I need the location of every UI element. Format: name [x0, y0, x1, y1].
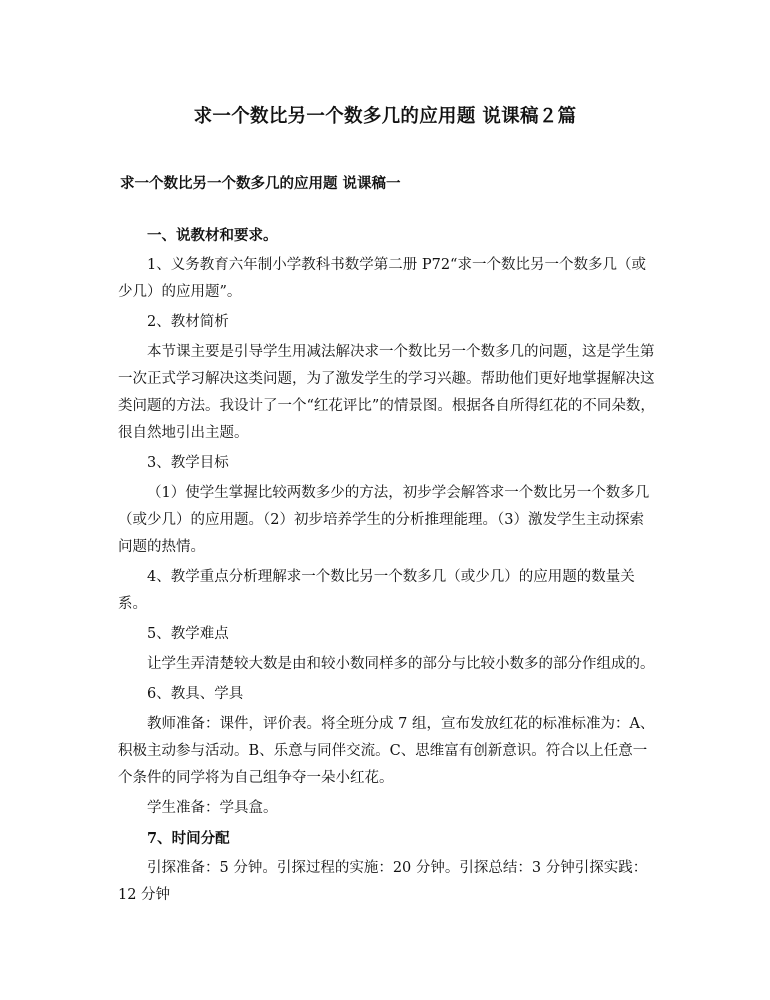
- item-time-heading: 7、时间分配: [147, 830, 230, 847]
- item-difficulty-heading: 5、教学难点: [147, 626, 229, 642]
- paragraph-difficulty: 让学生弄清楚较大数是由和较小数同样多的部分与比较小数多的部分作组成的。: [147, 656, 655, 672]
- item-textbook: 1、义务教育六年制小学教科书数学第二册 P72“求一个数比另一个数多几（或少几）的应用题”。: [118, 257, 646, 300]
- heading-teaching-material: 一、说教材和要求。: [147, 227, 278, 244]
- paragraph-student-prep: 学生准备：学具盒。: [147, 800, 278, 816]
- document-body: [118, 222, 658, 909]
- item-objectives-heading: 3、教学目标: [147, 455, 229, 471]
- paragraph-time: 引探准备：5 分钟。引探过程的实施：20 分钟。引探总结：3 分钟引探实践：12 分钟: [118, 860, 648, 903]
- item-analysis-heading: 2、教材简析: [147, 314, 229, 330]
- item-key-points: 4、教学重点分析理解求一个数比另一个数多几（或少几）的应用题的数量关系。: [118, 569, 635, 612]
- paragraph-teacher-prep: 教师准备：课件，评价表。将全班分成 7 组，宣布发放红花的标准标准为：A、积极主动参与活动。B、乐意与同伴交流。C、思维富有创新意识。符合以上任意一个条件的同学将为自己组争夺一朵小红花。: [118, 716, 655, 786]
- paragraph-objectives: （1）使学生掌握比较两数多少的方法，初步学会解答求一个数比另一个数多几（或少几）的应用题。（2）初步培养学生的分析推理能理。（3）激发学生主动探索问题的热情。: [118, 485, 650, 555]
- document-title: 求一个数比另一个数多几的应用题 说课稿２篇: [193, 106, 577, 127]
- paragraph-analysis: 本节课主要是引导学生用减法解决求一个数比另一个数多几的问题，这是学生第一次正式学习解决这类问题，为了激发学生的学习兴趣。帮助他们更好地掌握解决这类问题的方法。我设计了一个“红花评比”的情景图。根据各自所得红花的不同朵数，很自然地引出主题。: [118, 344, 655, 441]
- section-heading: 求一个数比另一个数多几的应用题 说课稿一: [120, 175, 401, 192]
- item-tools-heading: 6、教具、学具: [147, 686, 244, 702]
